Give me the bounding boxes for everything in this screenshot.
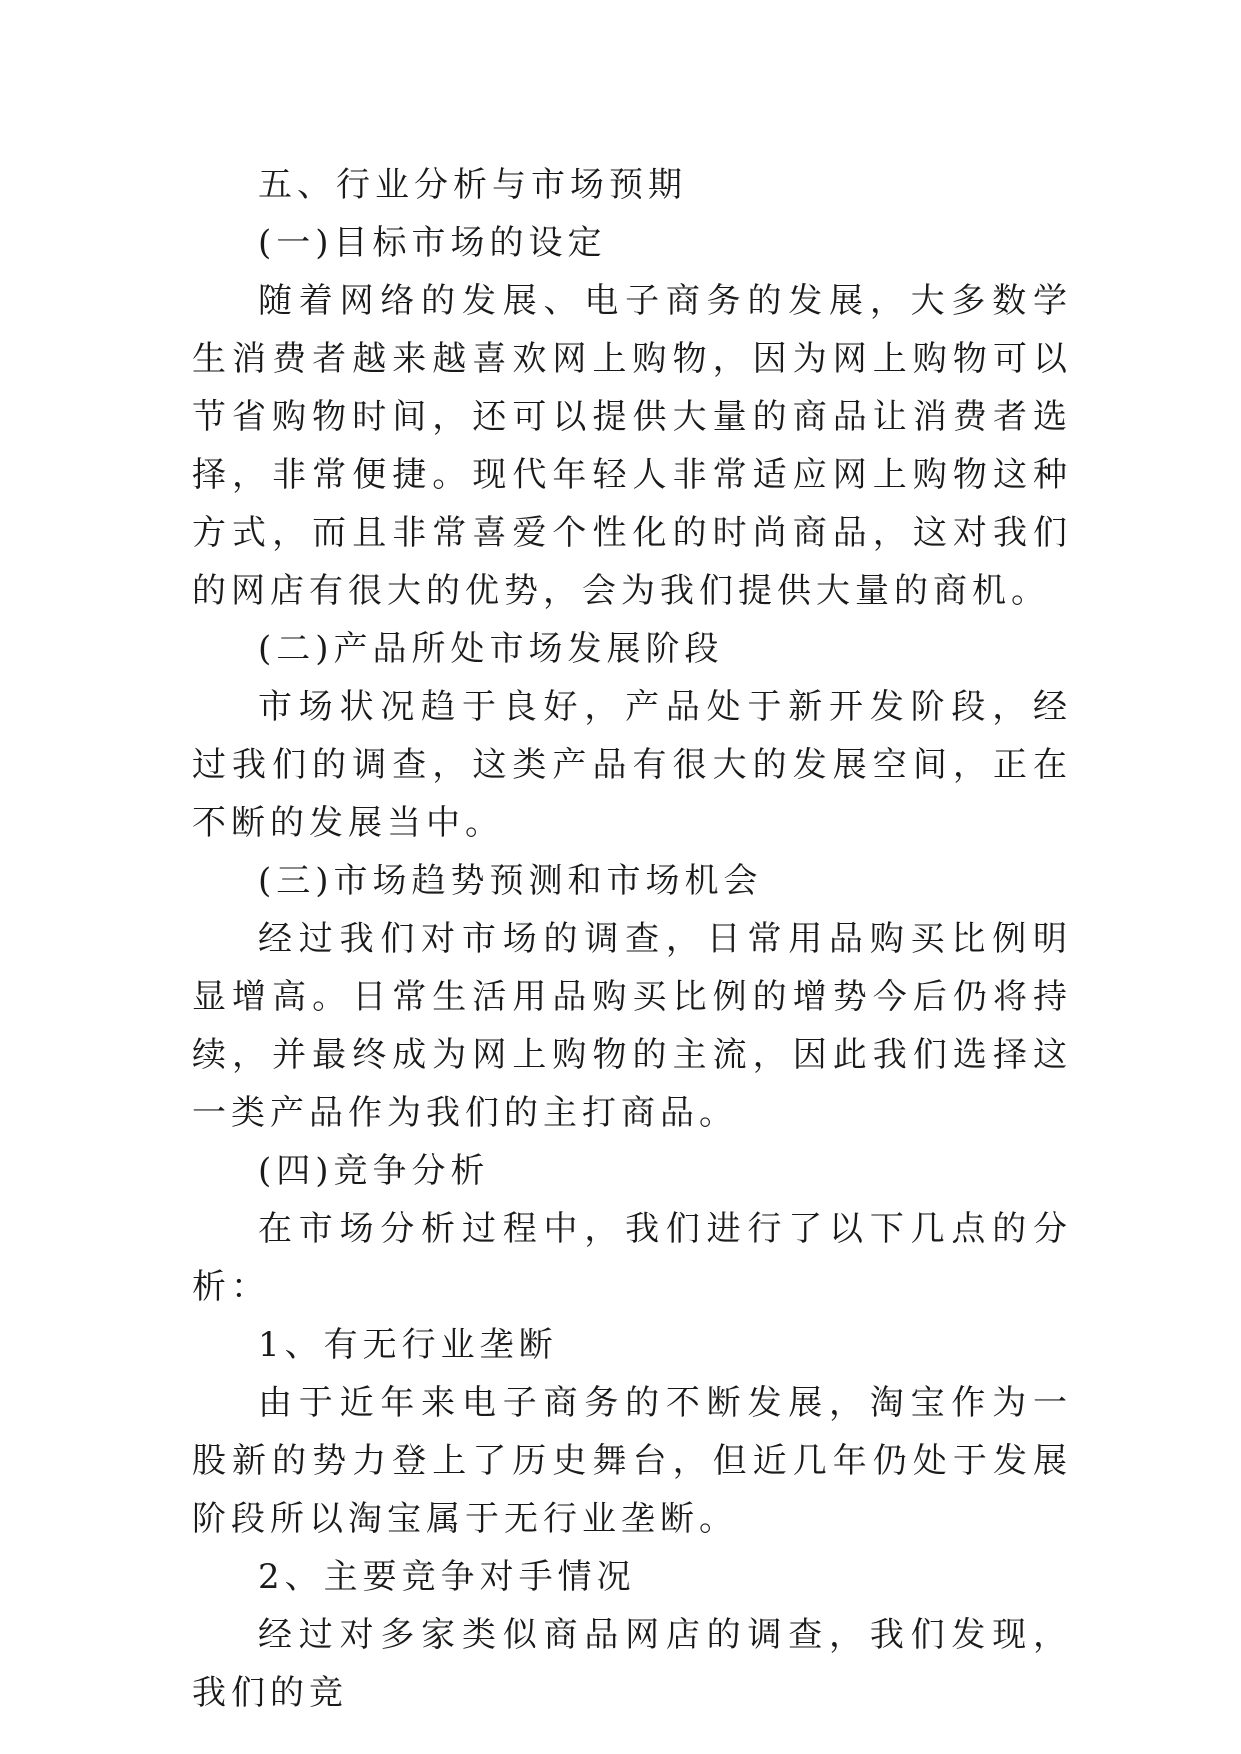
numbered-heading: 1、有无行业垄断	[258, 1325, 558, 1365]
body-paragraph: 在市场分析过程中，我们进行了以下几点的分析：	[192, 1209, 1072, 1307]
subsection-heading: (四)竞争分析	[258, 1151, 490, 1191]
body-paragraph: 经过对多家类似商品网店的调查，我们发现，我们的竞	[192, 1615, 1072, 1713]
subsection-heading: (二)产品所处市场发展阶段	[258, 629, 724, 669]
body-paragraph: 随着网络的发展、电子商务的发展，大多数学生消费者越来越喜欢网上购物，因为网上购物可以节省购物时间，还可以提供大量的商品让消费者选择，非常便捷。现代年轻人非常适应网上购物这种方式，而且非常喜爱个性化的时尚商品，这对我们的网店有很大的优势，会为我们提供大量的商机。	[192, 281, 1072, 611]
section-heading: 五、行业分析与市场预期	[258, 165, 687, 205]
numbered-heading: 2、主要竞争对手情况	[258, 1557, 636, 1597]
subsection-heading: (一)目标市场的设定	[258, 223, 607, 263]
document-body	[192, 156, 1072, 1722]
body-paragraph: 由于近年来电子商务的不断发展，淘宝作为一股新的势力登上了历史舞台，但近几年仍处于发展阶段所以淘宝属于无行业垄断。	[192, 1383, 1072, 1539]
subsection-heading: (三)市场趋势预测和市场机会	[258, 861, 763, 901]
body-paragraph: 市场状况趋于良好，产品处于新开发阶段，经过我们的调查，这类产品有很大的发展空间，正在不断的发展当中。	[192, 687, 1072, 843]
body-paragraph: 经过我们对市场的调查，日常用品购买比例明显增高。日常生活用品购买比例的增势今后仍将持续，并最终成为网上购物的主流，因此我们选择这一类产品作为我们的主打商品。	[192, 919, 1072, 1133]
